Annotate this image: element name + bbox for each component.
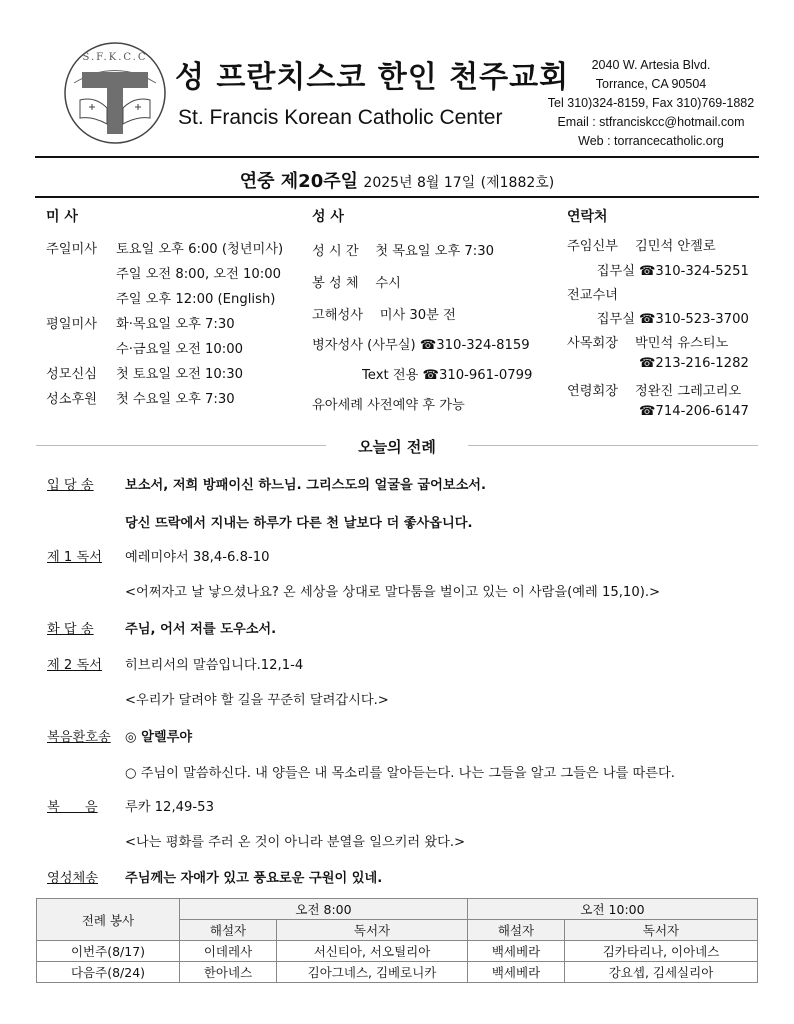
header-rule — [35, 156, 759, 158]
week-rule — [35, 196, 759, 198]
table-header-row — [37, 899, 758, 920]
contact-block — [520, 56, 782, 151]
entrance-antiphon-1: 보소서, 저희 방패이신 하느님. 그리스도의 얼굴을 굽어보소서. — [125, 478, 487, 493]
commentator-cell: 이데레사 — [180, 941, 277, 962]
contact-row: 연령회장 정완진 그레고리오 — [567, 384, 742, 399]
mass-column — [46, 206, 306, 406]
gospel-reference: 루카 12,49-53 — [125, 800, 214, 815]
mass-heading: 미 사 — [46, 209, 78, 225]
commentator-cell: 한아네스 — [180, 962, 277, 983]
reading2-label: 제 2 독서 — [47, 658, 102, 673]
mass-row: 평일미사 화·목요일 오후 7:30 — [46, 317, 235, 332]
sacrament-row: 병자성사 (사무실) ☎310-324-8159 — [312, 338, 530, 353]
week-title — [0, 167, 794, 193]
contact-row: 집무실 ☎310-324-5251 — [596, 264, 749, 279]
contact-row: ☎213-216-1282 — [639, 356, 749, 371]
reading1-reference: 예레미야서 38,4-6.8-10 — [125, 550, 270, 565]
sacrament-row: Text 전용 ☎310-961-0799 — [362, 368, 533, 383]
contact-row: 주임신부 김민석 안젤로 — [567, 239, 716, 254]
sacrament-row: 성 시 간 첫 목요일 오후 7:30 — [312, 244, 494, 259]
mass-row: 주일 오전 8:00, 오전 10:00 — [116, 267, 282, 282]
commentator-cell: 백세베라 — [468, 941, 565, 962]
address-line-2: Torrance, CA 90504 — [595, 77, 707, 91]
reading1-summary: <어쩌자고 날 낳으셨나요? 온 세상을 상대로 말다툼을 벌이고 있는 이 사람을(예레 15,10).> — [125, 585, 661, 600]
responsorial-psalm: 주님, 어서 저를 도우소서. — [125, 622, 277, 637]
reader-cell: 서신티아, 서오틸리아 — [277, 941, 468, 962]
contact-row: 전교수녀 — [567, 288, 618, 303]
contact-row: 집무실 ☎310-523-3700 — [596, 312, 749, 327]
email: Email : stfranciskcc@hotmail.com — [557, 115, 745, 129]
website: Web : torrancecatholic.org — [578, 134, 724, 148]
parish-name-english: St. Francis Korean Catholic Center — [178, 106, 503, 129]
table-corner: 전례 봉사 — [37, 899, 180, 941]
parish-name-korean: 성 프란치스코 한인 천주교회 — [175, 60, 570, 95]
reading2-reference: 히브리서의 말씀입니다.12,1-4 — [125, 658, 304, 673]
alleluia: ◎ 알렐루야 — [125, 730, 193, 745]
communion-antiphon: 주님께는 자애가 있고 풍요로운 구원이 있네. — [125, 871, 383, 886]
reader-cell: 김카타리나, 이아네스 — [565, 941, 758, 962]
contacts-heading: 연락처 — [567, 209, 608, 225]
phone-fax: Tel 310)324-8159, Fax 310)769-1882 — [547, 96, 755, 110]
reader-header: 독서자 — [277, 920, 468, 941]
liturgy-list — [0, 474, 794, 884]
contacts-column — [567, 206, 777, 421]
sacrament-row: 봉 성 체 수시 — [312, 276, 401, 291]
communion-label: 영성체송 — [47, 871, 98, 886]
liturgy-title: 오늘의 전례 — [358, 438, 436, 456]
sacrament-row: 고해성사 미사 30분 전 — [312, 308, 456, 323]
reading2-summary: <우리가 달려야 할 길을 꾸준히 달려갑시다.> — [125, 693, 389, 708]
entrance-antiphon-2: 당신 뜨락에서 지내는 하루가 다른 천 날보다 더 좋사옵니다. — [125, 516, 473, 531]
contact-row: 사목회장 박민석 유스티노 — [567, 336, 729, 351]
alleluia-label: 복음환호송 — [47, 730, 111, 745]
week-name: 연중 제20주일 — [239, 171, 358, 192]
reader-cell: 강요셉, 김세실리아 — [565, 962, 758, 983]
mass-row: 주일미사 토요일 오후 6:00 (청년미사) — [46, 242, 284, 257]
mass-row: 수·금요일 오전 10:00 — [116, 342, 244, 357]
psalm-label: 화 답 송 — [47, 622, 94, 637]
mass2-header: 오전 10:00 — [468, 899, 758, 920]
commentator-header: 해설자 — [180, 920, 277, 941]
logo-text: S.F.K.C.C — [82, 52, 148, 63]
contact-row: ☎714-206-6147 — [639, 404, 749, 419]
issue-number: (제1882호) — [480, 175, 555, 191]
address-line-1: 2040 W. Artesia Blvd. — [591, 58, 711, 72]
sacraments-column — [312, 206, 562, 416]
reader-header: 독서자 — [565, 920, 758, 941]
section-divider-right — [468, 445, 758, 446]
commentator-header: 해설자 — [468, 920, 565, 941]
reading1-label: 제 1 독서 — [47, 550, 102, 565]
mass-row: 성소후원 첫 수요일 오후 7:30 — [46, 392, 235, 407]
sacrament-row: 유아세례 사전예약 후 가능 — [312, 398, 465, 413]
week-cell: 이번주(8/17) — [37, 941, 180, 962]
alleluia-verse: ○ 주님이 말씀하신다. 내 양들은 내 목소리를 알아듣는다. 나는 그들을 알고 그들은 나를 따른다. — [125, 766, 675, 781]
week-cell: 다음주(8/24) — [37, 962, 180, 983]
gospel-summary: <나는 평화를 주러 온 것이 아니라 분열을 일으키러 왔다.> — [125, 835, 466, 850]
mass-row: 주일 오후 12:00 (English) — [116, 292, 276, 307]
mass-row: 성모신심 첫 토요일 오전 10:30 — [46, 367, 244, 382]
parish-logo — [60, 38, 170, 148]
gospel-label: 복 음 — [47, 800, 98, 815]
table-row — [37, 941, 758, 962]
table-row — [37, 962, 758, 983]
entrance-label: 입 당 송 — [47, 478, 94, 493]
sacraments-heading: 성 사 — [312, 209, 344, 225]
reader-cell: 김아그네스, 김베로니카 — [277, 962, 468, 983]
mass1-header: 오전 8:00 — [180, 899, 468, 920]
liturgy-service-table — [36, 898, 758, 983]
commentator-cell: 백세베라 — [468, 962, 565, 983]
week-date: 2025년 8월 17일 — [363, 175, 476, 191]
